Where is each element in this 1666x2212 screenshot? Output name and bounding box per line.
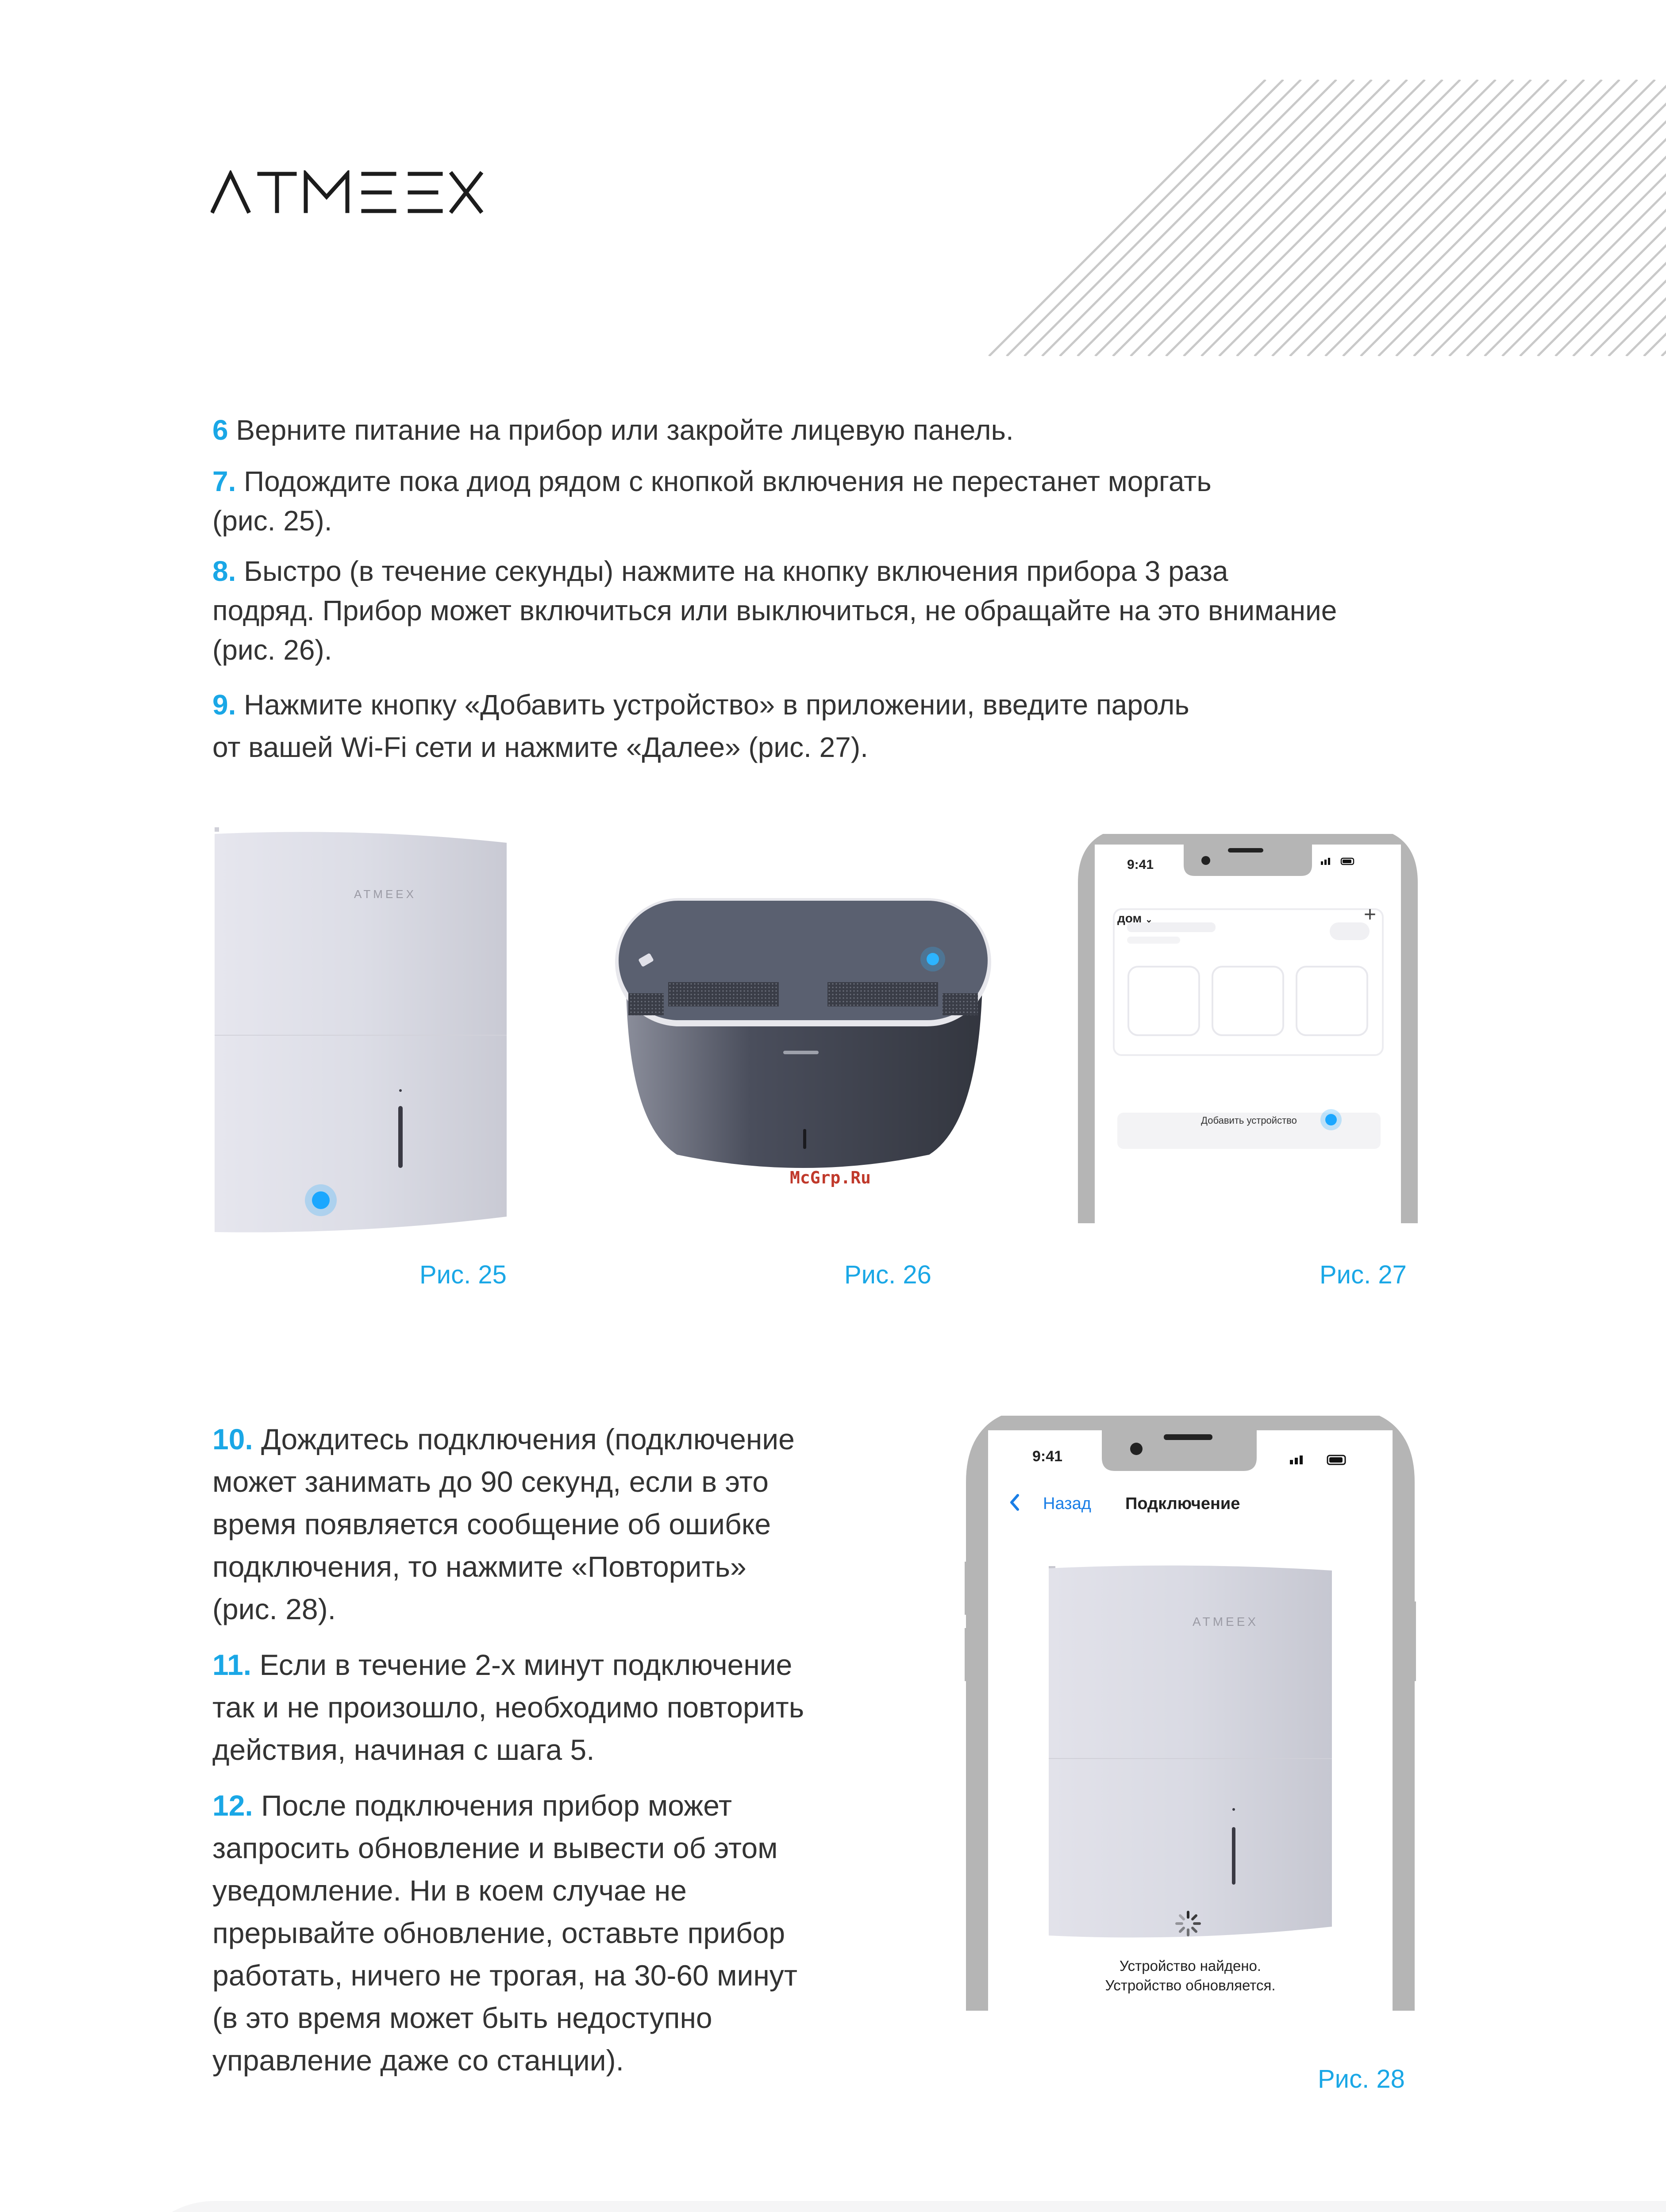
step-text: работать, ничего не трогая, на 30-60 минут bbox=[212, 1959, 797, 1992]
connection-status bbox=[1033, 1956, 1347, 1995]
step-text: управление даже со станции). bbox=[212, 2044, 624, 2077]
add-device-button[interactable]: Добавить устройство bbox=[1201, 1115, 1297, 1126]
hatch-line bbox=[980, 80, 1106, 356]
caption-fig-26: Рис. 26 bbox=[844, 1260, 931, 1289]
device-logo: ATMEEX bbox=[354, 887, 416, 901]
step-text: запросить обновление и вывести об этом bbox=[212, 1832, 778, 1864]
step-text: от вашей Wi-Fi сети и нажмите «Далее» (рис. 27). bbox=[212, 731, 868, 763]
caption-fig-27: Рис. 27 bbox=[1320, 1260, 1407, 1289]
figure-27-phone bbox=[1077, 834, 1418, 1223]
home-selector[interactable] bbox=[1117, 911, 1153, 926]
back-button[interactable]: Назад bbox=[1043, 1494, 1091, 1513]
status-line: Устройство обновляется. bbox=[1105, 1977, 1276, 1993]
step-number: 9. bbox=[212, 689, 236, 721]
hatch-line bbox=[980, 80, 1159, 356]
status-time: 9:41 bbox=[1032, 1448, 1063, 1465]
steps-bottom bbox=[212, 1418, 889, 2095]
step-text: Нажмите кнопку «Добавить устройство» в приложении, введите пароль bbox=[244, 689, 1189, 721]
hatch-line bbox=[980, 80, 1089, 356]
hatch-line bbox=[980, 80, 1018, 356]
step-number: 11. bbox=[212, 1648, 252, 1681]
hatch-line bbox=[980, 80, 1000, 356]
hatch-line bbox=[1485, 80, 1666, 356]
step-12 bbox=[212, 1784, 889, 2081]
step-text: прерывайте обновление, оставьте прибор bbox=[212, 1916, 785, 1949]
step-text: (рис. 25). bbox=[212, 505, 332, 537]
device-logo: ATMEEX bbox=[1193, 1615, 1259, 1628]
figure-25-device bbox=[212, 827, 513, 1239]
status-line: Устройство найдено. bbox=[1119, 1958, 1262, 1974]
step-11 bbox=[212, 1644, 889, 1771]
footer bbox=[126, 2201, 1666, 2212]
step-9 bbox=[212, 684, 1189, 768]
hatch-line bbox=[980, 80, 1212, 356]
step-text: действия, начиная с шага 5. bbox=[212, 1733, 595, 1766]
caption-fig-28: Рис. 28 bbox=[1318, 2065, 1405, 2093]
step-text: время появляется сообщение об ошибке bbox=[212, 1508, 771, 1540]
step-text: подключения, то нажмите «Повторить» bbox=[212, 1550, 746, 1583]
hatch-line bbox=[1591, 80, 1666, 356]
hatch-line bbox=[980, 80, 982, 356]
plus-icon[interactable]: + bbox=[1364, 903, 1377, 926]
step-text: (в это время может быть недоступно bbox=[212, 2001, 712, 2034]
step-text: подряд. Прибор может включиться или выключиться, не обращайте на это внимание bbox=[212, 595, 1337, 626]
hatch-line bbox=[980, 80, 1053, 356]
step-10 bbox=[212, 1418, 889, 1630]
step-text: Быстро (в течение секунды) нажмите на кнопку включения прибора 3 раза bbox=[244, 555, 1228, 587]
home-label: дом bbox=[1117, 911, 1142, 925]
step-text: Подождите пока диод рядом с кнопкой включения не перестанет моргать bbox=[244, 465, 1212, 497]
step-7 bbox=[212, 462, 1212, 541]
step-number: 10. bbox=[212, 1423, 253, 1455]
step-text: Если в течение 2-х минут подключение bbox=[259, 1648, 793, 1681]
step-text: может занимать до 90 секунд, если в это bbox=[212, 1465, 769, 1498]
step-text: (рис. 28). bbox=[212, 1593, 336, 1625]
caption-fig-25: Рис. 25 bbox=[419, 1260, 507, 1289]
hatch-line bbox=[980, 80, 1071, 356]
hatch-line bbox=[980, 80, 1177, 356]
step-text: (рис. 26). bbox=[212, 634, 332, 666]
hatch-line bbox=[1538, 80, 1666, 356]
status-time: 9:41 bbox=[1127, 857, 1154, 872]
step-number: 12. bbox=[212, 1789, 253, 1822]
step-text: После подключения прибор может bbox=[261, 1789, 732, 1822]
step-text: Дождитесь подключения (подключение bbox=[261, 1423, 795, 1455]
step-text: уведомление. Ни в коем случае не bbox=[212, 1874, 687, 1907]
figure-26-device bbox=[615, 894, 991, 1177]
watermark-text: McGrp.Ru bbox=[790, 1168, 871, 1187]
hatch-line bbox=[1644, 80, 1666, 356]
step-6 bbox=[212, 411, 1014, 450]
step-text: Верните питание на прибор или закройте лицевую панель. bbox=[236, 414, 1014, 446]
hatch-line bbox=[1467, 80, 1666, 356]
chevron-down-icon: ⌄ bbox=[1145, 915, 1153, 925]
atmeex-logo bbox=[211, 170, 485, 215]
step-number: 7. bbox=[212, 465, 236, 497]
hatch-line bbox=[980, 80, 1230, 356]
hatch-line bbox=[980, 80, 1035, 356]
step-text: так и не произошло, необходимо повторить bbox=[212, 1691, 804, 1724]
screen-title: Подключение bbox=[1125, 1494, 1240, 1513]
hatch-line bbox=[1414, 80, 1666, 356]
hatch-decoration bbox=[980, 80, 1666, 356]
step-8 bbox=[212, 552, 1337, 670]
step-number: 6 bbox=[212, 414, 228, 446]
step-number: 8. bbox=[212, 555, 236, 587]
